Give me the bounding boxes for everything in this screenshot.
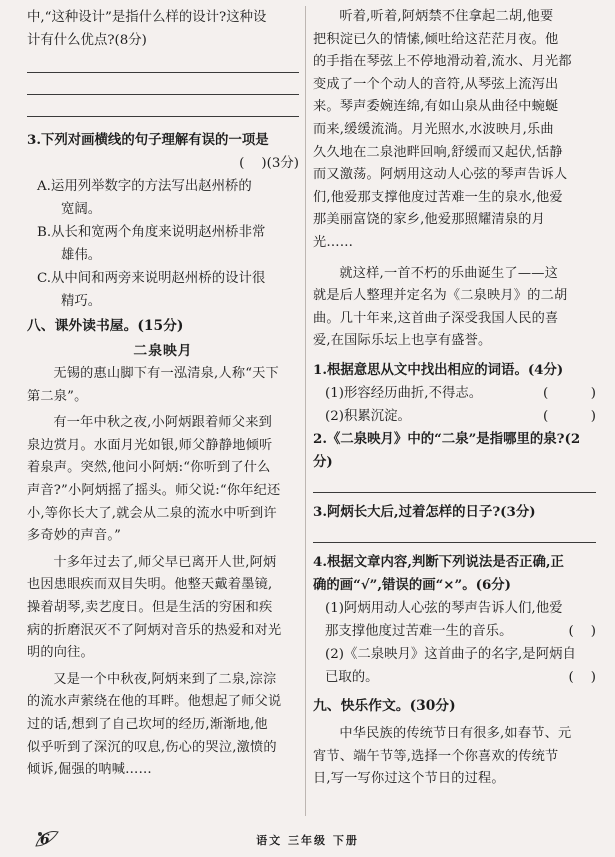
answer-line[interactable]	[313, 492, 596, 493]
story-paragraph: 多奇妙的声音。”	[27, 528, 122, 544]
option-a-cont: 宽阔。	[61, 202, 102, 217]
answer-bracket[interactable]: ( )	[568, 623, 596, 639]
answer-bracket[interactable]: ( )	[568, 669, 596, 685]
story-paragraph: 就是后人整理并定名为《二泉映月》的二胡	[313, 288, 568, 304]
story-paragraph: 过的话,想到了自己坎坷的经历,渐渐地,他	[27, 716, 268, 732]
story-paragraph: 的流水声萦绕在他的耳畔。他想起了师父说	[27, 694, 282, 710]
question-4-item: (2)《二泉映月》这首曲子的名字,是阿炳自	[325, 646, 576, 662]
left-column	[27, 6, 299, 782]
answer-line[interactable]	[27, 116, 299, 117]
story-paragraph: 而又激荡。阿炳用这动人心弦的琴声告诉人	[313, 167, 568, 183]
question-1-item: (1)形容经历曲折,不得志。 ( )	[313, 382, 596, 405]
option-b[interactable]: B.从长和宽两个角度来说明赵州桥非常	[37, 225, 266, 240]
question-1-item: (2)积累沉淀。 ( )	[313, 405, 596, 428]
story-title: 二泉映月	[133, 343, 193, 359]
question-3-stem: 3.下列对画横线的句子理解有误的一项是	[27, 132, 269, 148]
story-paragraph: 变成了一个个动人的音符,从琴弦上流泻出	[313, 76, 559, 92]
option-c[interactable]: C.从中间和两旁来说明赵州桥的设计很	[37, 271, 266, 286]
question-4-stem: 确的画“√”,错误的画“×”。(6分)	[313, 576, 511, 593]
story-paragraph: 声音?”小阿炳摇了摇头。师父说:“你年纪还	[27, 482, 281, 498]
story-paragraph: 而来,缓缓流淌。月光照水,水波映月,乐曲	[313, 121, 554, 137]
story-paragraph: 也因患眼疾而双目失明。他整天戴着墨镜,	[27, 577, 273, 593]
story-paragraph: 病的折磨泯灭不了阿炳对音乐的热爱和对光	[27, 622, 282, 638]
story-paragraph: 们,他爱那支撑他度过苦难一生的泉水,他爱	[313, 189, 563, 205]
story-paragraph: 久久地在二泉池畔回响,舒缓而又起伏,恬静	[313, 144, 563, 160]
story-paragraph: 第二泉”。	[27, 388, 88, 404]
story-paragraph: 又是一个中秋夜,阿炳来到了二泉,淙淙	[53, 671, 277, 687]
question-4-item: (1)阿炳用动人心弦的琴声告诉人们,他爱	[325, 600, 563, 616]
story-paragraph: 操着胡琴,卖艺度日。但是生活的穷困和疾	[27, 599, 273, 615]
answer-line[interactable]	[27, 72, 299, 73]
page-number: 6	[40, 832, 50, 848]
option-a[interactable]: A.运用列举数字的方法写出赵州桥的	[37, 179, 252, 194]
story-paragraph: 有一年中秋之夜,小阿炳跟着师父来到	[53, 415, 272, 431]
story-paragraph: 明的向往。	[27, 645, 94, 661]
option-c-cont: 精巧。	[61, 294, 102, 309]
story-paragraph: 那美丽富饶的家乡,他爱那照耀清泉的月	[313, 212, 545, 228]
story-paragraph: 把积淀已久的情愫,倾吐给这茫茫月夜。他	[313, 31, 559, 47]
page-footer	[0, 822, 615, 852]
story-paragraph: 倾诉,倔强的呐喊……	[27, 762, 152, 778]
question-2-stem: 分)	[313, 453, 333, 470]
question-1-stem: 1.根据意思从文中找出相应的词语。(4分)	[313, 361, 564, 378]
story-paragraph: 似乎听到了深沉的叹息,伤心的哭泣,激愤的	[27, 739, 277, 755]
story-paragraph: 曲。几十年来,这首曲子深受我国人民的喜	[313, 310, 559, 326]
story-paragraph: 无锡的惠山脚下有一泓清泉,人称“天下	[53, 366, 279, 381]
answer-bracket[interactable]: ( )	[542, 408, 596, 424]
story-paragraph: 小,等你长大了,就会从二泉的流水中听到许	[27, 505, 277, 521]
story-paragraph: 爱,在国际乐坛上也享有盛誉。	[313, 333, 492, 349]
question-4-item: 已取的。 ( )	[313, 666, 596, 689]
composition-prompt: 宵节、端午节等,选择一个你喜欢的传统节	[313, 748, 559, 764]
q2-text-line: 中,“这种设计”是指什么样的设计?这种设	[27, 10, 267, 25]
question-2-stem: 2.《二泉映月》中的“二泉”是指哪里的泉?(2	[313, 430, 581, 447]
section-8-heading: 八、课外读书屋。(15分)	[27, 318, 184, 334]
composition-prompt: 中华民族的传统节日有很多,如春节、元	[339, 725, 572, 741]
question-3-stem: 3.阿炳长大后,过着怎样的日子?(3分)	[313, 503, 536, 520]
question-4-item: 那支撑他度过苦难一生的音乐。 ( )	[313, 620, 596, 643]
story-paragraph: 就这样,一首不朽的乐曲诞生了——这	[339, 265, 558, 281]
story-paragraph: 听着,听着,阿炳禁不住拿起二胡,他要	[339, 9, 554, 24]
footer-caption: 语文 三年级 下册	[256, 834, 359, 847]
composition-prompt: 日,写一写你过这个节日的过程。	[313, 771, 505, 787]
story-paragraph: 着泉声。突然,他问小阿炳:“你听到了什么	[27, 460, 271, 476]
section-9-heading: 九、快乐作文。(30分)	[313, 697, 456, 714]
story-paragraph: 光……	[313, 234, 354, 250]
option-b-cont: 雄伟。	[61, 248, 102, 263]
column-divider	[305, 6, 306, 816]
right-column	[313, 6, 596, 791]
story-paragraph: 十多年过去了,师父早已离开人世,阿炳	[53, 554, 277, 570]
answer-bracket[interactable]: ( )	[542, 385, 596, 401]
story-paragraph: 来。琴声委婉连绵,有如山泉从曲径中蜿蜒	[313, 99, 559, 115]
answer-line[interactable]	[27, 94, 299, 95]
question-3-answer-bracket[interactable]: ( )(3分)	[239, 156, 299, 171]
story-paragraph: 泉边赏月。水面月光如银,师父静静地倾听	[27, 437, 273, 453]
q2-text-line: 计有什么优点?(8分)	[27, 33, 147, 48]
answer-line[interactable]	[313, 542, 596, 543]
question-4-stem: 4.根据文章内容,判断下列说法是否正确,正	[313, 553, 564, 570]
story-paragraph: 的手指在琴弦上不停地滑动着,流水、月光都	[313, 54, 572, 70]
